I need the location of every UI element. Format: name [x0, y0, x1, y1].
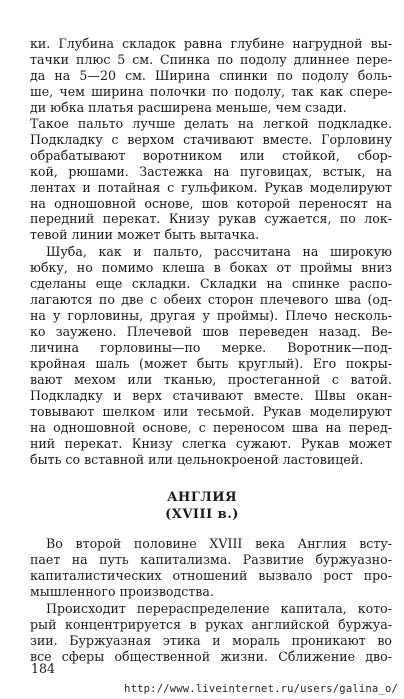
paragraph-2: [30, 244, 392, 467]
text-line: да на 5—20 см. Ширина спинки по подолу боль-: [30, 67, 392, 83]
text-line: ко заужено. Плечевой шов переведен назад. Ве-: [30, 324, 392, 340]
text-line: обрабатывают воротником или стойкой, сбор-: [30, 147, 392, 163]
text-line: пает на путь капитализма. Развитие буржуазно-: [30, 551, 392, 567]
text-line: вают мехом или тканью, простеганной с ватой.: [30, 372, 392, 388]
text-line: кройная шаль (может быть круглый). Его покры-: [30, 356, 392, 372]
text-line: тачки плюс 5 см. Спинка по подолу длиннее пере-: [30, 51, 392, 67]
text-line: Подкладку с верхом стачивают вместе. Горловину: [30, 131, 392, 147]
text-line: юбку, но помимо клеша в боках от проймы вниз: [30, 260, 392, 276]
text-line: ки. Глубина складок равна глубине нагрудной вы-: [30, 36, 392, 51]
text-line: на одношовной основе, с переносом шва на перед-: [30, 419, 392, 435]
text-line: тевой линии может быть вытачка.: [30, 227, 260, 243]
watermark-url[interactable]: http://www.liveinternet.ru/users/galina_o/: [124, 683, 398, 695]
page-body-bottom: [30, 536, 392, 665]
text-line: капиталистических отношений вызвало рост про-: [30, 567, 392, 583]
text-line: мышленного производства.: [30, 583, 214, 599]
text-line: ний перекат. Книзу слегка сужают. Рукав может: [30, 435, 392, 451]
text-line: Происходит перераспределение капитала, кото-: [46, 600, 392, 616]
text-line: сделаны еще складки. Складки на спинке распо-: [30, 276, 392, 292]
text-line: Такое пальто лучше делать на легкой подкладке.: [30, 115, 392, 131]
text-line: все сферы общественной жизни. Сближение дво-: [30, 648, 392, 664]
text-line: на одношовной основе, шов которой переносят на: [30, 195, 392, 211]
paragraph-4: [30, 601, 392, 665]
section-title: АНГЛИЯ: [166, 490, 238, 505]
text-line: ди юбка платья расширена меньше, чем сзади.: [30, 99, 347, 115]
text-line: Подкладку и верх стачивают вместе. Швы окан-: [30, 387, 392, 403]
text-line: быть со вставной или цельнокроеной ластовицей.: [30, 451, 364, 467]
text-line: лентах и потайная с гульфиком. Рукав моделируют: [30, 179, 392, 195]
section-subtitle: (XVIII в.): [165, 507, 239, 522]
text-line: передний перекат. Книзу рукав сужается, по лок-: [30, 211, 392, 227]
paragraph-1: [30, 36, 392, 243]
page-number: 184: [31, 661, 56, 676]
text-line: ше, чем ширина полочки по подолу, так как спере-: [30, 83, 392, 99]
text-line: Шуба, как и пальто, рассчитана на широкую: [46, 244, 392, 260]
text-line: зии. Буржуазная этика и мораль проникают во: [30, 632, 392, 648]
text-line: рый концентрируется в руках английской буржуа-: [30, 616, 392, 632]
paragraph-3: [30, 536, 392, 600]
page-body-top: [30, 36, 392, 468]
text-line: кой, рюшами. Застежка на пуговицах, встык, на: [30, 163, 392, 179]
text-line: личина горловины—по мерке. Воротник—под-: [30, 340, 392, 356]
text-line: товывают шелком или тесьмой. Рукав моделируют: [30, 403, 392, 419]
text-line: лагаются по две с обеих сторон плечевого шва (од-: [30, 292, 392, 308]
text-line: Во второй половине XVIII века Англия всту-: [46, 536, 392, 551]
text-line: на у горловины, другая у проймы). Плечо несколь-: [30, 308, 392, 324]
